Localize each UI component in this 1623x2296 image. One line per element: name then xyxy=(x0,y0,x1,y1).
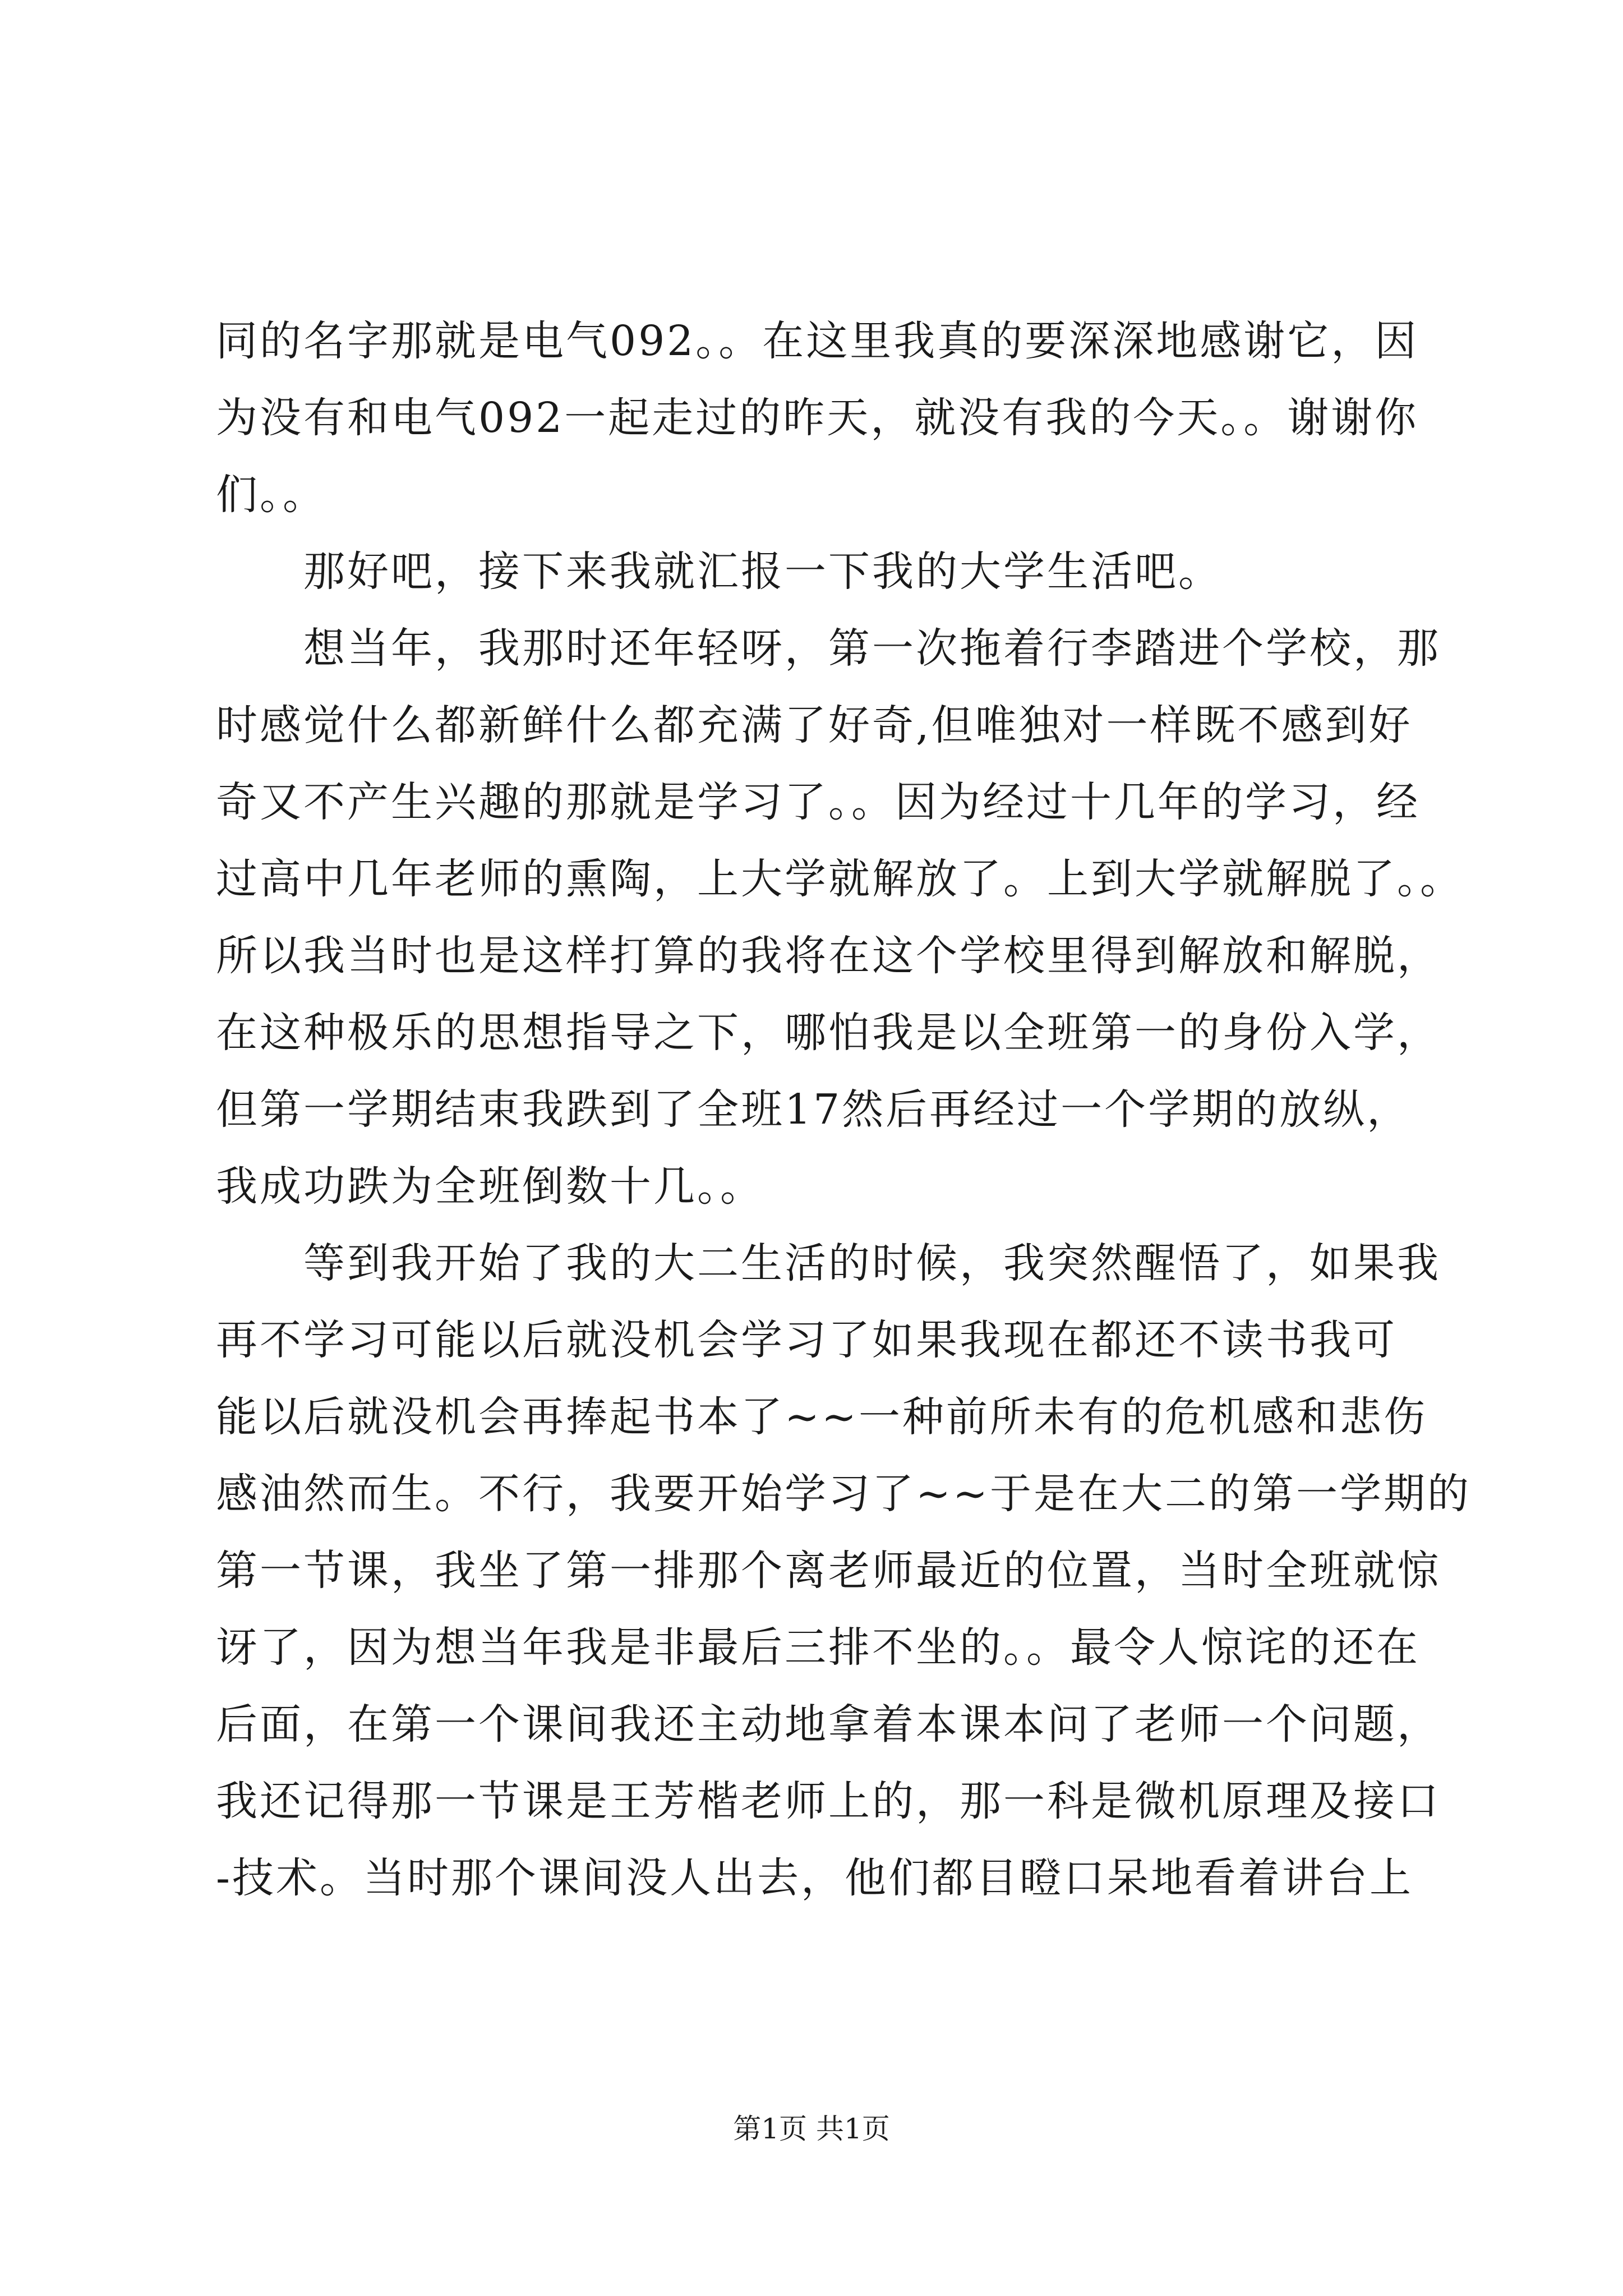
text-line: 所以我当时也是这样打算的我将在这个学校里得到解放和解脱， xyxy=(216,932,1441,980)
text-line: 奇又不产生兴趣的那就是学习了。。因为经过十几年的学习，经 xyxy=(216,778,1420,826)
text-line: 能以后就没机会再捧起书本了~~一种前所未有的危机感和悲伤 xyxy=(216,1393,1428,1441)
paragraph-start-line: 那好吧，接下来我就汇报一下我的大学生活吧。 xyxy=(303,547,1222,596)
text-line: 我还记得那一节课是王芳楷老师上的，那一科是微机原理及接口 xyxy=(216,1777,1441,1825)
text-line: 为没有和电气092一起走过的昨天，就没有我的今天。。谢谢你 xyxy=(216,394,1419,442)
paragraph-start-line: 等到我开始了我的大二生活的时候，我突然醒悟了，如果我 xyxy=(303,1239,1441,1287)
text-line: 再不学习可能以后就没机会学习了如果我现在都还不读书我可 xyxy=(216,1316,1397,1364)
text-line: 但第一学期结束我跌到了全班17然后再经过一个学期的放纵， xyxy=(216,1085,1411,1134)
text-line: 在这种极乐的思想指导之下，哪怕我是以全班第一的身份入学， xyxy=(216,1009,1441,1057)
text-line: 时感觉什么都新鲜什么都充满了好奇,但唯独对一样既不感到好 xyxy=(216,701,1413,749)
text-line: -技术。当时那个课间没人出去，他们都目瞪口呆地看着讲台上 xyxy=(216,1854,1414,1902)
text-line: 后面，在第一个课间我还主动地拿着本课本问了老师一个问题， xyxy=(216,1700,1441,1749)
text-line: 们。。 xyxy=(216,471,326,519)
page-number-label: 第1页 共1页 xyxy=(733,2113,890,2145)
paragraph-start-line: 想当年，我那时还年轻呀，第一次拖着行李踏进个学校，那 xyxy=(303,624,1441,673)
text-line: 第一节课，我坐了第一排那个离老师最近的位置，当时全班就惊 xyxy=(216,1547,1441,1595)
text-line: 讶了，因为想当年我是非最后三排不坐的。。最令人惊诧的还在 xyxy=(216,1623,1420,1672)
text-line: 同的名字那就是电气092。。在这里我真的要深深地感谢它，因 xyxy=(216,317,1419,365)
text-line: 我成功跌为全班倒数十几。。 xyxy=(216,1162,764,1211)
text-line: 过高中几年老师的熏陶，上大学就解放了。上到大学就解脱了。。 xyxy=(216,855,1464,903)
text-line: 感油然而生。不行，我要开始学习了~~于是在大二的第一学期的 xyxy=(216,1470,1472,1518)
page-footer xyxy=(0,2109,1623,2148)
document-body xyxy=(216,303,1472,1917)
